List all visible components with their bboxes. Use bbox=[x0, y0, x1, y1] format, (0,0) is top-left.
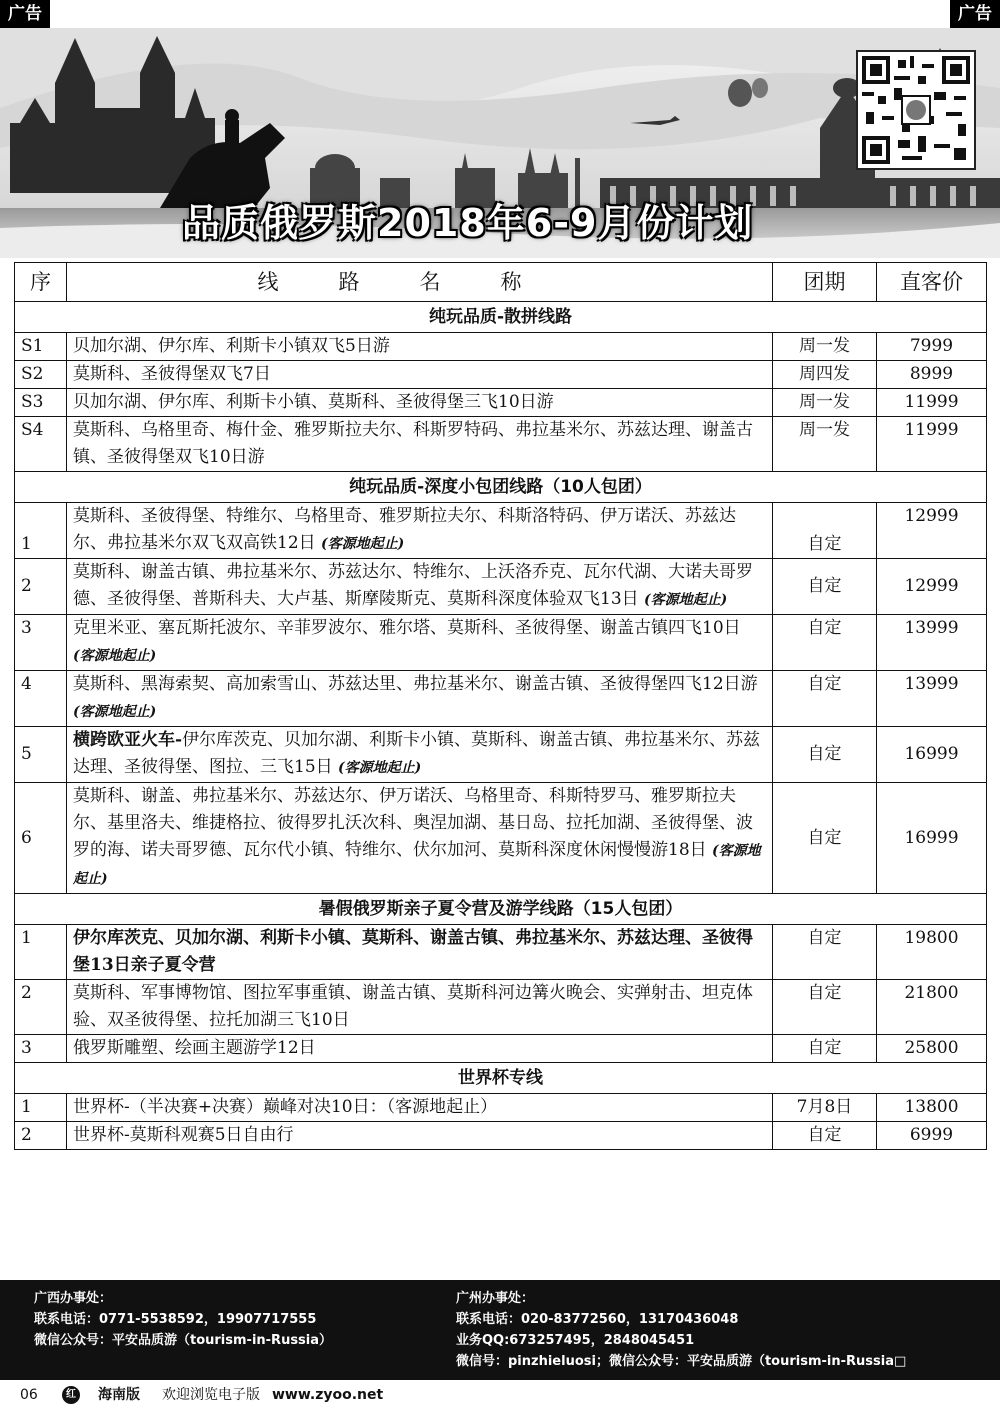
row-period: 自定 bbox=[773, 1122, 877, 1150]
route-note: (客源地起止) bbox=[73, 843, 761, 887]
edition-logo-icon: 红 bbox=[62, 1386, 80, 1404]
row-period: 自定 bbox=[773, 980, 877, 1035]
guangxi-phone: 联系电话：0771-5538592，19907717555 bbox=[34, 1312, 317, 1327]
section-title: 纯玩品质-散拼线路 bbox=[15, 302, 987, 333]
table-row bbox=[15, 1035, 987, 1063]
row-price: 13800 bbox=[877, 1094, 987, 1122]
row-period: 自定 bbox=[773, 925, 877, 980]
table-header-row bbox=[15, 263, 987, 302]
qr-code-icon bbox=[858, 52, 974, 168]
table-row bbox=[15, 1094, 987, 1122]
section-row bbox=[15, 302, 987, 333]
row-period: 周一发 bbox=[773, 417, 877, 472]
ad-tag-right: 广告 bbox=[950, 0, 1000, 28]
route-highlight: 横跨欧亚火车- bbox=[73, 730, 183, 750]
table-row bbox=[15, 727, 987, 783]
row-period: 自定 bbox=[773, 1035, 877, 1063]
row-seq: S4 bbox=[15, 417, 67, 472]
row-period: 周一发 bbox=[773, 333, 877, 361]
table-row bbox=[15, 417, 987, 472]
row-route: 伊尔库茨克、贝加尔湖、利斯卡小镇、莫斯科、谢盖古镇、弗拉基米尔、苏兹达理、圣彼得堡13日亲子夏令营 bbox=[67, 925, 773, 980]
route-text: 莫斯科、圣彼得堡、特维尔、乌格里奇、雅罗斯拉夫尔、科斯洛特码、伊万诺沃、苏兹达尔、弗拉基米尔双飞双高铁12日 bbox=[73, 506, 736, 553]
row-price: 13999 bbox=[877, 615, 987, 671]
row-price: 25800 bbox=[877, 1035, 987, 1063]
row-price: 21800 bbox=[877, 980, 987, 1035]
table-row bbox=[15, 389, 987, 417]
table-row bbox=[15, 1122, 987, 1150]
table-row bbox=[15, 559, 987, 615]
header-seq: 序 bbox=[15, 263, 67, 302]
row-route bbox=[67, 727, 773, 783]
row-price: 7999 bbox=[877, 333, 987, 361]
guangxi-office bbox=[34, 1288, 332, 1351]
row-route bbox=[67, 503, 773, 559]
row-seq: S3 bbox=[15, 389, 67, 417]
table-row bbox=[15, 980, 987, 1035]
row-period: 自定 bbox=[773, 559, 877, 615]
header-route: 线路名称 bbox=[67, 263, 773, 302]
row-seq: 6 bbox=[15, 783, 67, 894]
row-route: 莫斯科、军事博物馆、图拉军事重镇、谢盖古镇、莫斯科河边篝火晚会、实弹射击、坦克体验、双圣彼得堡、拉托加湖三飞10日 bbox=[67, 980, 773, 1035]
row-price: 19800 bbox=[877, 925, 987, 980]
guangzhou-qq: 业务QQ:673257495，2848045451 bbox=[456, 1333, 695, 1348]
row-period: 自定 bbox=[773, 503, 877, 559]
route-text: 莫斯科、谢盖、弗拉基米尔、苏兹达尔、伊万诺沃、乌格里奇、科斯特罗马、雅罗斯拉夫尔、基里洛夫、维捷格拉、彼得罗扎沃次科、奥涅加湖、基日岛、拉托加湖、圣彼得堡、波罗的海、诺夫哥罗德、瓦尔代小镇、特维尔、伏尔加河、莫斯科深度休闲慢慢游18日 bbox=[73, 786, 753, 860]
row-seq: 2 bbox=[15, 559, 67, 615]
row-price: 8999 bbox=[877, 361, 987, 389]
section-row bbox=[15, 472, 987, 503]
section-title: 纯玩品质-深度小包团线路（10人包团） bbox=[15, 472, 987, 503]
header-period: 团期 bbox=[773, 263, 877, 302]
row-seq: 1 bbox=[15, 503, 67, 559]
row-seq: 3 bbox=[15, 615, 67, 671]
route-note: (客源地起止) bbox=[338, 760, 422, 776]
row-price: 12999 bbox=[877, 559, 987, 615]
row-period: 周四发 bbox=[773, 361, 877, 389]
table-row bbox=[15, 925, 987, 980]
edition-label: 海南版 bbox=[98, 1387, 140, 1403]
row-period: 自定 bbox=[773, 727, 877, 783]
contact-footer bbox=[0, 1280, 1000, 1380]
row-price: 16999 bbox=[877, 727, 987, 783]
table-row bbox=[15, 783, 987, 894]
section-row bbox=[15, 1063, 987, 1094]
route-text: 伊尔库茨克、贝加尔湖、利斯卡小镇、莫斯科、谢盖古镇、弗拉基米尔、苏兹达理、圣彼得堡、图拉、三飞15日 bbox=[73, 730, 761, 777]
row-route bbox=[67, 615, 773, 671]
section-row bbox=[15, 894, 987, 925]
row-period: 7月8日 bbox=[773, 1094, 877, 1122]
guangxi-wechat: 微信公众号：平安品质游（tourism-in-Russia） bbox=[34, 1333, 333, 1348]
row-seq: 1 bbox=[15, 1094, 67, 1122]
row-route: 世界杯-莫斯科观赛5日自由行 bbox=[67, 1122, 773, 1150]
row-seq: S1 bbox=[15, 333, 67, 361]
table-row bbox=[15, 503, 987, 559]
row-price: 11999 bbox=[877, 389, 987, 417]
route-note: (客源地起止) bbox=[73, 648, 157, 664]
row-price: 13999 bbox=[877, 671, 987, 727]
row-route: 俄罗斯雕塑、绘画主题游学12日 bbox=[67, 1035, 773, 1063]
row-price: 6999 bbox=[877, 1122, 987, 1150]
table-row bbox=[15, 615, 987, 671]
guangzhou-office bbox=[456, 1288, 906, 1372]
page-bottom-bar bbox=[0, 1382, 1000, 1408]
row-route: 莫斯科、乌格里奇、梅什金、雅罗斯拉夫尔、科斯罗特码、弗拉基米尔、苏兹达理、谢盖古镇、圣彼得堡双飞10日游 bbox=[67, 417, 773, 472]
guangzhou-title: 广州办事处： bbox=[456, 1291, 535, 1306]
row-seq: 2 bbox=[15, 1122, 67, 1150]
row-route: 贝加尔湖、伊尔库、利斯卡小镇双飞5日游 bbox=[67, 333, 773, 361]
route-text: 莫斯科、谢盖古镇、弗拉基米尔、苏兹达尔、特维尔、上沃洛乔克、瓦尔代湖、大诺夫哥罗德、圣彼得堡、普斯科夫、大卢基、斯摩陵斯克、莫斯科深度体验双飞13日 bbox=[73, 562, 753, 609]
guangzhou-phone: 联系电话：020-83772560，13170436048 bbox=[456, 1312, 739, 1327]
ad-tag-left: 广告 bbox=[0, 0, 50, 28]
row-route: 贝加尔湖、伊尔库、利斯卡小镇、莫斯科、圣彼得堡三飞10日游 bbox=[67, 389, 773, 417]
row-price: 11999 bbox=[877, 417, 987, 472]
section-title: 世界杯专线 bbox=[15, 1063, 987, 1094]
row-route bbox=[67, 559, 773, 615]
row-period: 自定 bbox=[773, 671, 877, 727]
route-text: 莫斯科、黑海索契、高加索雪山、苏兹达里、弗拉基米尔、谢盖古镇、圣彼得堡四飞12日游 bbox=[73, 674, 758, 694]
row-period: 周一发 bbox=[773, 389, 877, 417]
table-row bbox=[15, 361, 987, 389]
site-link[interactable]: www.zyoo.net bbox=[272, 1387, 384, 1403]
route-note: (客源地起止) bbox=[321, 536, 405, 552]
row-seq: 5 bbox=[15, 727, 67, 783]
row-price: 16999 bbox=[877, 783, 987, 894]
row-seq: 1 bbox=[15, 925, 67, 980]
route-note: (客源地起止) bbox=[644, 592, 728, 608]
row-route bbox=[67, 671, 773, 727]
route-text: 克里米亚、塞瓦斯托波尔、辛菲罗波尔、雅尔塔、莫斯科、圣彼得堡、谢盖古镇四飞10日 bbox=[73, 618, 741, 638]
row-route: 世界杯-（半决赛+决赛）巅峰对决10日：（客源地起止） bbox=[67, 1094, 773, 1122]
row-seq: 3 bbox=[15, 1035, 67, 1063]
row-price: 12999 bbox=[877, 503, 987, 559]
welcome-text: 欢迎浏览电子版 bbox=[162, 1387, 260, 1403]
qr-code bbox=[856, 50, 976, 170]
page-number: 06 bbox=[20, 1387, 38, 1403]
row-seq: 4 bbox=[15, 671, 67, 727]
tour-plan-table bbox=[14, 262, 987, 1150]
page-title: 品质俄罗斯2018年6-9月份计划 bbox=[182, 201, 754, 245]
row-period: 自定 bbox=[773, 783, 877, 894]
guangzhou-wechat: 微信号：pinzhieluosi；微信公众号：平安品质游（tourism-in-Russia□ bbox=[456, 1354, 907, 1369]
section-title: 暑假俄罗斯亲子夏令营及游学线路（15人包团） bbox=[15, 894, 987, 925]
table-row bbox=[15, 671, 987, 727]
row-period: 自定 bbox=[773, 615, 877, 671]
header-price: 直客价 bbox=[877, 263, 987, 302]
route-note: (客源地起止) bbox=[73, 704, 157, 720]
row-seq: 2 bbox=[15, 980, 67, 1035]
row-route bbox=[67, 783, 773, 894]
row-route: 莫斯科、圣彼得堡双飞7日 bbox=[67, 361, 773, 389]
guangxi-title: 广西办事处： bbox=[34, 1291, 113, 1306]
row-seq: S2 bbox=[15, 361, 67, 389]
table-row bbox=[15, 333, 987, 361]
